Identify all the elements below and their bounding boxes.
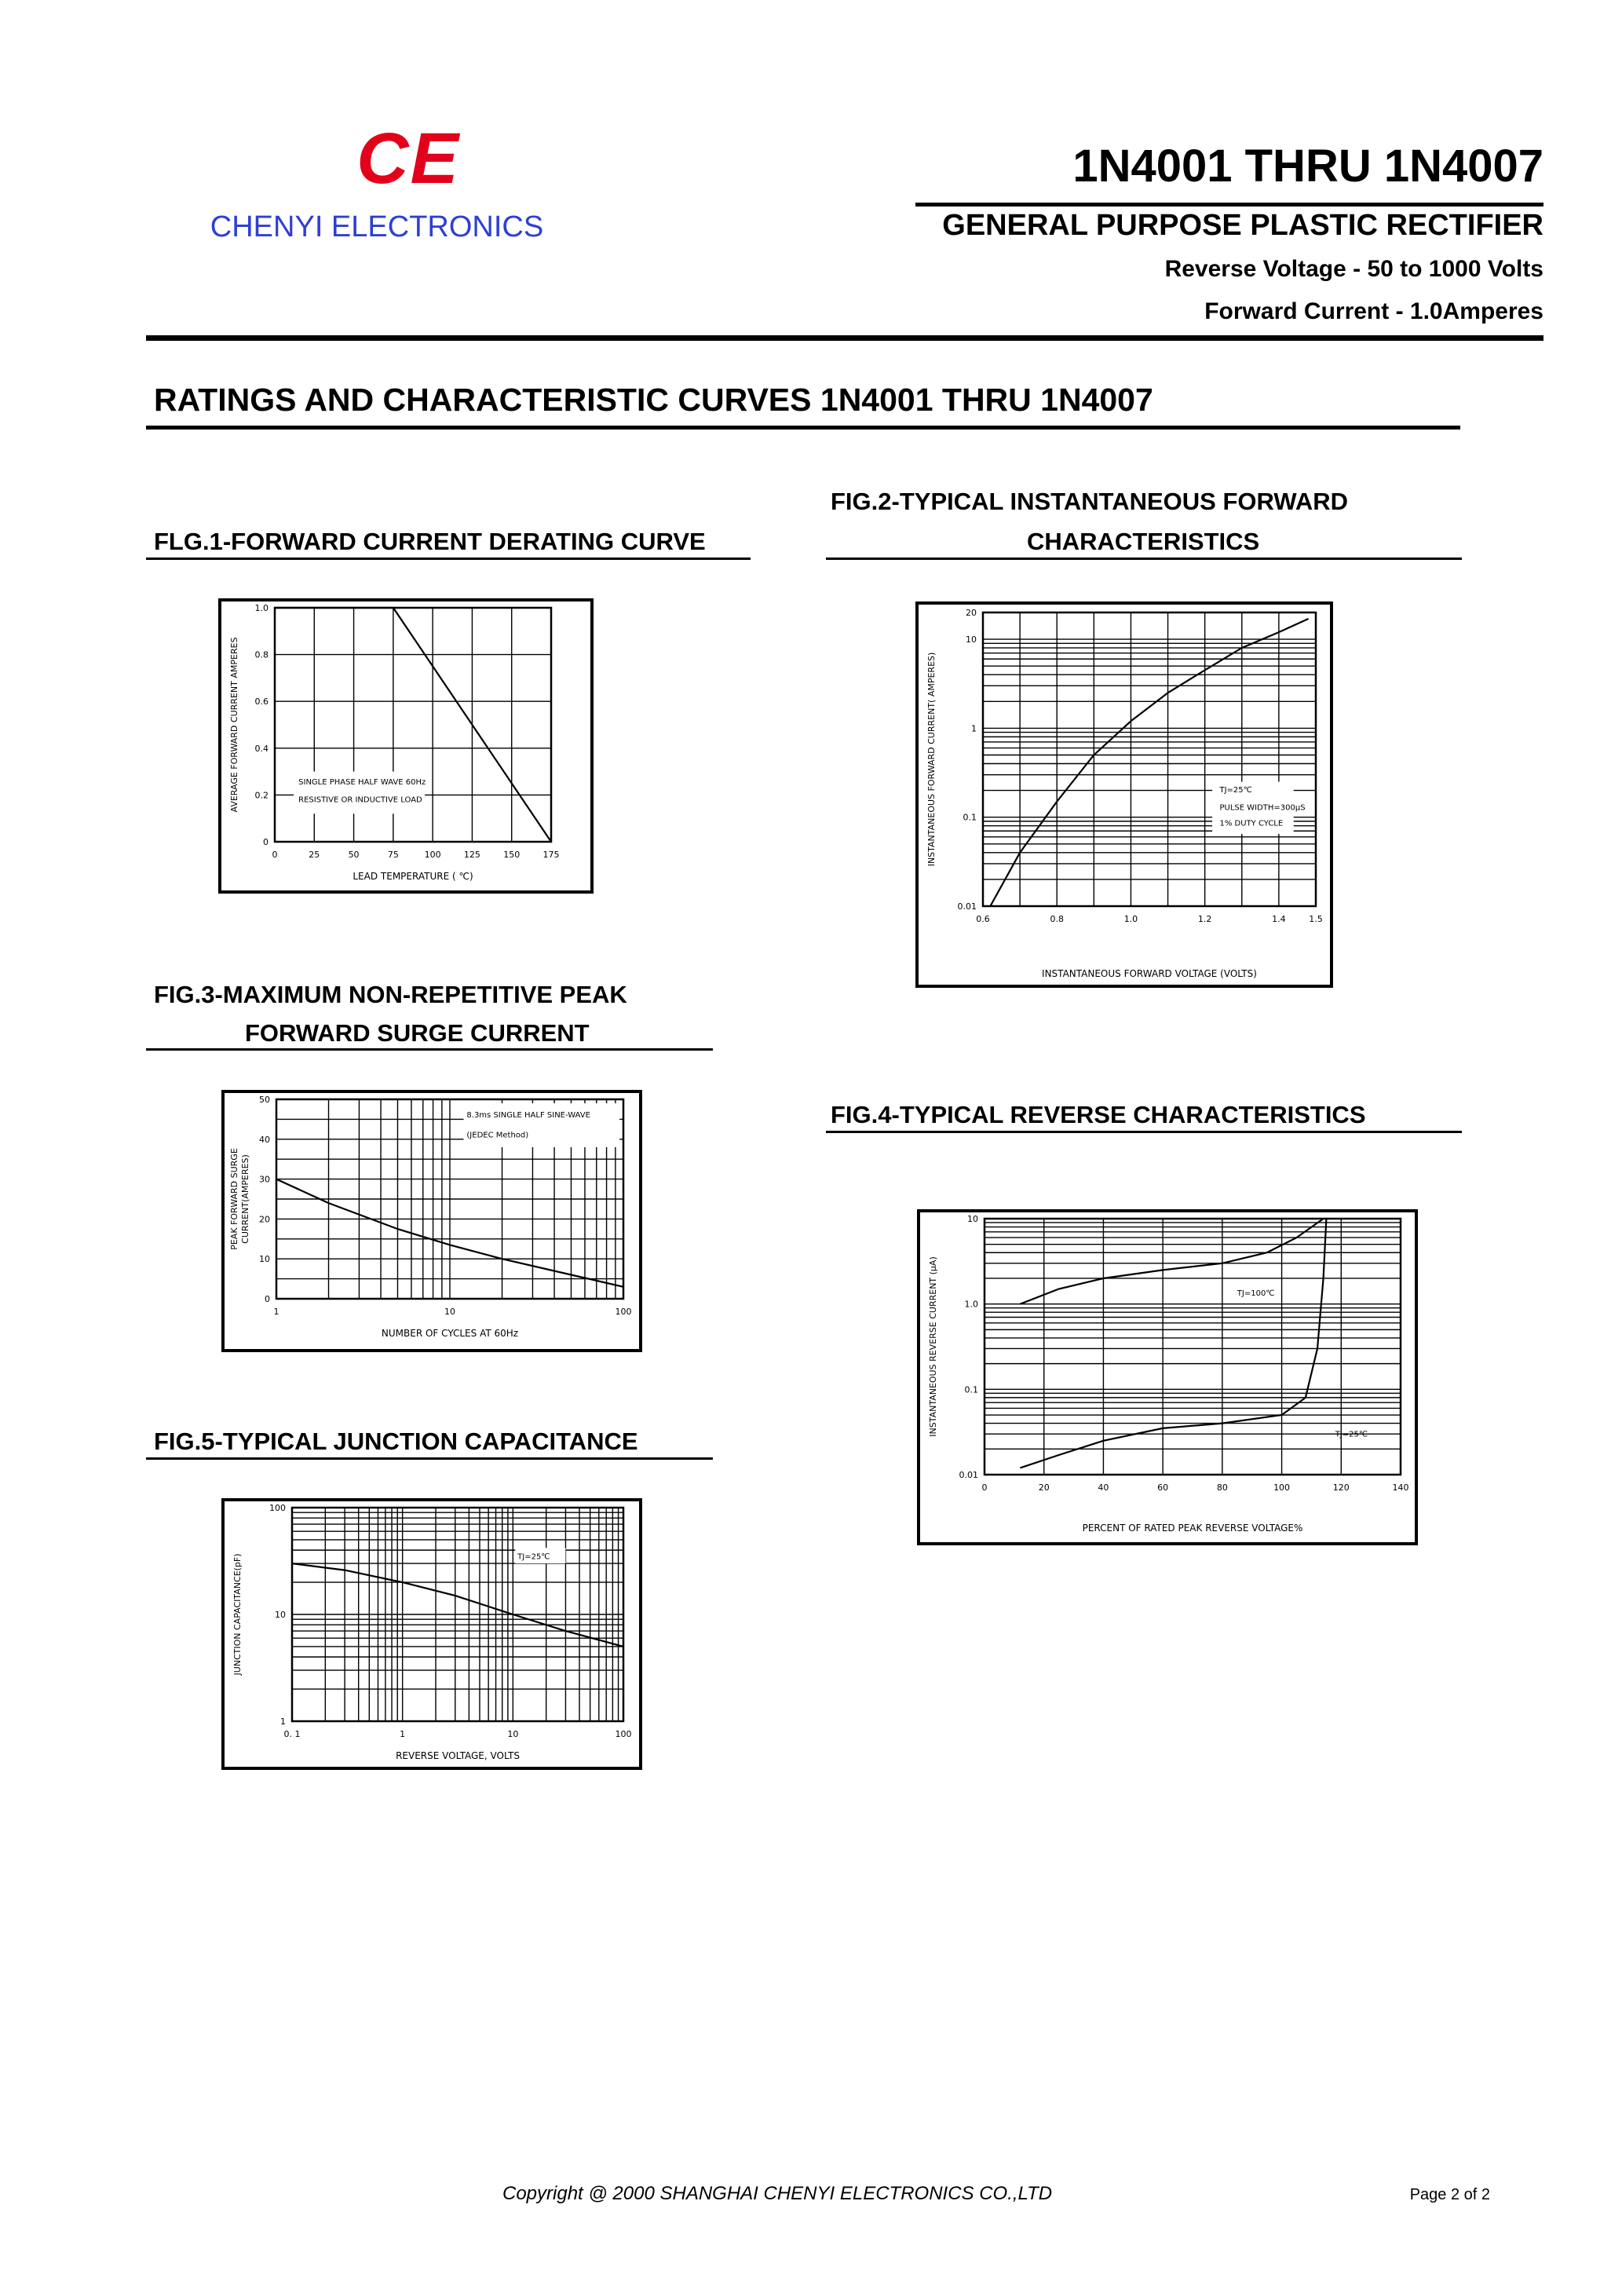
fig2-y-tick-label: 20 <box>966 608 977 618</box>
fig1-x-tick-label: 100 <box>424 850 441 860</box>
fig3-title-line2: FORWARD SURGE CURRENT <box>245 1019 590 1047</box>
fig4-y-tick-label: 0.1 <box>964 1384 978 1395</box>
ce-logo: CE <box>356 119 460 199</box>
fig4-x-tick-label: 40 <box>1098 1483 1109 1493</box>
fig2-title-line2: CHARACTERISTICS <box>1027 528 1260 555</box>
fig1-title: FLG.1-FORWARD CURRENT DERATING CURVE <box>154 528 706 555</box>
fig1-y-axis-label: AVERAGE FORWARD CURRENT AMPERES <box>229 637 239 813</box>
header-rule-short <box>915 203 1543 207</box>
product-subtitle: GENERAL PURPOSE PLASTIC RECTIFIER <box>942 209 1543 242</box>
fig4-series-label: TJ=25℃ <box>1335 1430 1368 1439</box>
fig2-x-tick-label: 0.6 <box>976 914 990 924</box>
fig3-annotation-bg <box>463 1103 619 1147</box>
fig1-y-tick-label: 0 <box>263 837 269 847</box>
fig1-chart <box>218 598 594 894</box>
fig3-y-tick-label: 30 <box>259 1174 270 1185</box>
fig5-x-tick-label: 100 <box>615 1729 632 1739</box>
fig4-series-line-1 <box>1020 1219 1326 1468</box>
fig4-x-tick-label: 0 <box>981 1483 988 1493</box>
fig4-y-tick-label: 1.0 <box>964 1299 978 1310</box>
fig5-chart <box>221 1498 642 1770</box>
fig4-y-axis-label: INSTANTANEOUS REVERSE CURRENT (μA) <box>928 1256 938 1437</box>
fig1-x-tick-label: 75 <box>387 850 399 860</box>
fig1-x-tick-label: 25 <box>309 850 320 860</box>
fig5-y-tick-label: 1 <box>280 1717 286 1727</box>
fig5-annotation: TJ=25℃ <box>517 1552 550 1562</box>
fig4-title-rule <box>826 1131 1462 1133</box>
fig1-y-tick-label: 1.0 <box>254 603 269 613</box>
fig5-series-line-0 <box>292 1563 623 1647</box>
fig3-y-tick-label: 10 <box>259 1254 270 1265</box>
fig2-series-line-0 <box>990 619 1308 906</box>
fig3-x-tick-label: 100 <box>615 1307 632 1317</box>
fig4-x-tick-label: 100 <box>1273 1483 1291 1493</box>
fig2-annotation: TJ=25℃ <box>1219 786 1252 795</box>
fig5-x-tick-label: 10 <box>507 1729 519 1739</box>
fig2-y-axis-label: INSTANTANEOUS FORWARD CURRENT( AMPERES) <box>926 652 937 867</box>
fig3-annotation: 8.3ms SINGLE HALF SINE-WAVE <box>466 1110 590 1120</box>
fig1-y-tick-label: 0.8 <box>254 649 269 660</box>
fig3-x-tick-label: 10 <box>444 1307 455 1317</box>
fig5-title: FIG.5-TYPICAL JUNCTION CAPACITANCE <box>154 1428 638 1455</box>
fig2-x-tick-label: 1.5 <box>1309 914 1323 924</box>
fig1-y-tick-label: 0.2 <box>254 790 269 801</box>
fig3-y-tick-label: 20 <box>259 1214 270 1225</box>
fig2-annotation: 1% DUTY CYCLE <box>1219 819 1284 828</box>
fig4-y-tick-label: 10 <box>967 1214 978 1224</box>
fig1-y-tick-label: 0.4 <box>254 743 269 754</box>
fig4-x-tick-label: 20 <box>1038 1483 1050 1493</box>
fig2-x-tick-label: 0.8 <box>1050 914 1064 924</box>
fig1-x-tick-label: 175 <box>542 850 560 860</box>
copyright-footer: Copyright @ 2000 SHANGHAI CHENYI ELECTRONICS CO.,LTD <box>502 2183 1053 2204</box>
fig4-x-tick-label: 120 <box>1332 1483 1350 1493</box>
fig2-y-tick-label: 10 <box>966 634 977 645</box>
fig1-x-tick-label: 0 <box>272 850 278 860</box>
fig2-x-tick-label: 1.0 <box>1123 914 1138 924</box>
fig3-y-tick-label: 50 <box>259 1095 270 1105</box>
fig3-title-line1: FIG.3-MAXIMUM NON-REPETITIVE PEAK <box>154 981 627 1008</box>
fig5-title-rule <box>146 1457 713 1460</box>
reverse-voltage-spec: Reverse Voltage - 50 to 1000 Volts <box>1164 256 1543 282</box>
fig3-y-tick-label: 40 <box>259 1134 270 1145</box>
fig2-x-tick-label: 1.2 <box>1197 914 1212 924</box>
fig2-y-tick-label: 0.1 <box>963 812 977 823</box>
fig4-y-tick-label: 0.01 <box>959 1470 978 1480</box>
fig5-x-axis-label: REVERSE VOLTAGE, VOLTS <box>396 1750 520 1761</box>
fig3-y-axis-label: CURRENT(AMPERES) <box>240 1154 250 1244</box>
section-rule <box>146 426 1460 430</box>
fig1-x-tick-label: 50 <box>348 850 360 860</box>
fig2-x-axis-label: INSTANTANEOUS FORWARD VOLTAGE (VOLTS) <box>1042 968 1257 979</box>
fig5-y-axis-label: JUNCTION CAPACITANCE(pF) <box>232 1553 243 1676</box>
fig2-y-tick-label: 0.01 <box>957 901 977 912</box>
fig2-chart <box>915 601 1333 988</box>
fig3-title-rule <box>146 1048 713 1051</box>
fig3-chart <box>221 1090 642 1352</box>
fig4-x-tick-label: 60 <box>1157 1483 1169 1493</box>
header-rule-long <box>146 335 1543 341</box>
section-title: RATINGS AND CHARACTERISTIC CURVES 1N4001 THRU 1N4007 <box>154 382 1153 418</box>
fig3-annotation: (JEDEC Method) <box>466 1131 529 1140</box>
fig4-x-tick-label: 140 <box>1392 1483 1409 1493</box>
fig3-x-tick-label: 1 <box>273 1307 279 1317</box>
fig3-x-axis-label: NUMBER OF CYCLES AT 60Hz <box>381 1328 519 1339</box>
fig5-y-tick-label: 100 <box>269 1503 286 1513</box>
fig2-x-tick-label: 1.4 <box>1272 914 1286 924</box>
company-name: CHENYI ELECTRONICS <box>210 210 544 243</box>
fig3-y-axis-label: PEAK FORWARD SURGE <box>229 1148 239 1250</box>
fig2-title-line1: FIG.2-TYPICAL INSTANTANEOUS FORWARD <box>831 488 1349 515</box>
fig2-title-rule <box>826 558 1462 560</box>
fig5-y-tick-label: 10 <box>275 1610 286 1620</box>
fig1-title-rule <box>146 558 751 560</box>
part-number-title: 1N4001 THRU 1N4007 <box>1072 141 1543 192</box>
fig4-series-label: TJ=100℃ <box>1237 1289 1275 1299</box>
fig5-x-tick-label: 1 <box>400 1729 406 1739</box>
fig2-annotation: PULSE WIDTH=300μS <box>1219 803 1306 813</box>
forward-current-spec: Forward Current - 1.0Amperes <box>1204 298 1543 324</box>
fig1-annotation: RESISTIVE OR INDUCTIVE LOAD <box>298 795 422 805</box>
fig1-y-tick-label: 0.6 <box>254 696 269 707</box>
fig4-chart <box>917 1209 1418 1545</box>
fig3-y-tick-label: 0 <box>265 1294 270 1304</box>
fig2-plot-frame <box>983 612 1316 906</box>
fig1-x-axis-label: LEAD TEMPERATURE ( ℃) <box>353 871 473 882</box>
fig4-x-tick-label: 80 <box>1216 1483 1228 1493</box>
fig4-x-axis-label: PERCENT OF RATED PEAK REVERSE VOLTAGE% <box>1082 1523 1303 1534</box>
fig5-x-tick-label: 0. 1 <box>283 1729 301 1739</box>
page-number: Page 2 of 2 <box>1409 2186 1490 2203</box>
fig1-x-tick-label: 150 <box>503 850 521 860</box>
fig1-x-tick-label: 125 <box>463 850 480 860</box>
fig4-title: FIG.4-TYPICAL REVERSE CHARACTERISTICS <box>831 1101 1366 1128</box>
fig1-annotation: SINGLE PHASE HALF WAVE 60Hz <box>298 777 426 787</box>
fig2-y-tick-label: 1 <box>971 723 977 734</box>
